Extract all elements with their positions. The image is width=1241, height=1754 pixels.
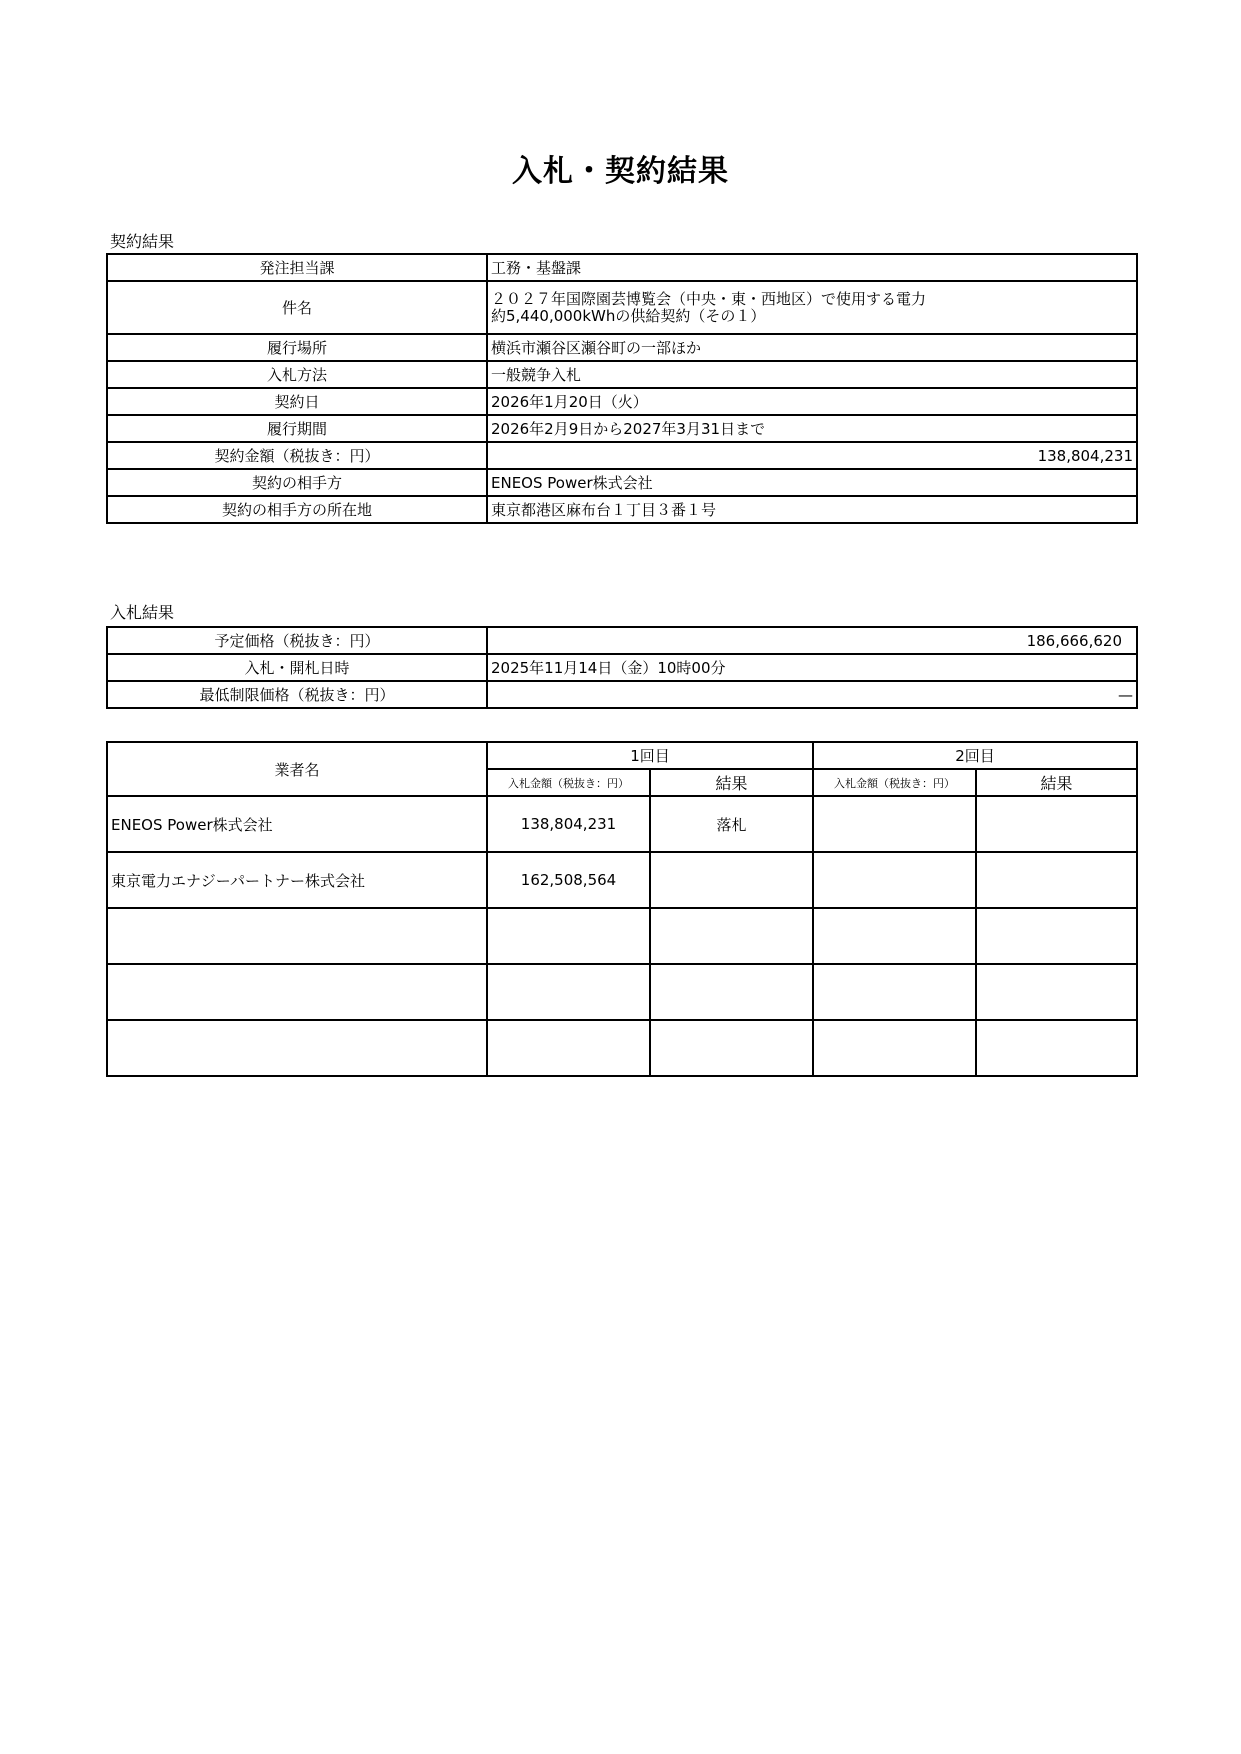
round2-result <box>976 852 1137 908</box>
table-row <box>107 496 1137 523</box>
bid-opening-value: 2025年11月14日（金）10時00分 <box>487 654 1137 681</box>
counterparty-address-key: 契約の相手方の所在地 <box>107 496 487 523</box>
round1-result <box>650 852 813 908</box>
round2-result <box>976 908 1137 964</box>
contract-section-label: 契約結果 <box>110 232 175 251</box>
round2-amount-header: 入札金額（税抜き：円） <box>813 769 976 796</box>
counterparty-key: 契約の相手方 <box>107 469 487 496</box>
table-row <box>107 469 1137 496</box>
vendor-name: ENEOS Power株式会社 <box>107 796 487 852</box>
table-row <box>107 654 1137 681</box>
subject-value-line2: 約5,440,000kWhの供給契約（その１） <box>491 306 766 325</box>
round2-amount <box>813 852 976 908</box>
table-row <box>107 388 1137 415</box>
counterparty-value: ENEOS Power株式会社 <box>487 469 1137 496</box>
contract-date-value: 2026年1月20日（火） <box>487 388 1137 415</box>
round1-result-header: 結果 <box>650 769 813 796</box>
vendor-name: 東京電力エナジーパートナー株式会社 <box>107 852 487 908</box>
table-row <box>107 415 1137 442</box>
table-row <box>107 796 1137 852</box>
round1-result <box>650 908 813 964</box>
round2-header: 2回目 <box>813 742 1137 769</box>
round1-amount <box>487 908 650 964</box>
bid-method-key: 入札方法 <box>107 361 487 388</box>
table-row <box>107 627 1137 654</box>
round2-amount <box>813 964 976 1020</box>
vendor-name <box>107 964 487 1020</box>
round1-result <box>650 964 813 1020</box>
subject-value <box>487 281 1137 334</box>
bid-section-label: 入札結果 <box>110 603 175 622</box>
table-row <box>107 908 1137 964</box>
estimated-price-key: 予定価格（税抜き：円） <box>107 627 487 654</box>
location-value: 横浜市瀬谷区瀬谷町の一部ほか <box>487 334 1137 361</box>
department-key: 発注担当課 <box>107 254 487 281</box>
estimated-price-value: 186,666,620 <box>487 627 1137 654</box>
subject-value-line1: ２０２７年国際園芸博覧会（中央・東・西地区）で使用する電力 <box>491 289 927 308</box>
vendor-name <box>107 1020 487 1076</box>
bid-method-value: 一般競争入札 <box>487 361 1137 388</box>
round1-amount <box>487 1020 650 1076</box>
table-row <box>107 361 1137 388</box>
round2-result-header: 結果 <box>976 769 1137 796</box>
table-row <box>107 852 1137 908</box>
table-row <box>107 254 1137 281</box>
department-value: 工務・基盤課 <box>487 254 1137 281</box>
round1-amount: 162,508,564 <box>487 852 650 908</box>
table-row <box>107 681 1137 708</box>
minimum-price-key: 最低制限価格（税抜き：円） <box>107 681 487 708</box>
round2-result <box>976 1020 1137 1076</box>
contract-amount-key: 契約金額（税抜き：円） <box>107 442 487 469</box>
location-key: 履行場所 <box>107 334 487 361</box>
table-row <box>107 442 1137 469</box>
vendor-header: 業者名 <box>107 742 487 796</box>
period-value: 2026年2月9日から2027年3月31日まで <box>487 415 1137 442</box>
bid-summary-table <box>106 626 1138 709</box>
page-title: 入札・契約結果 <box>512 154 729 189</box>
table-row <box>107 334 1137 361</box>
round2-amount <box>813 1020 976 1076</box>
bid-opening-key: 入札・開札日時 <box>107 654 487 681</box>
round1-amount-header: 入札金額（税抜き：円） <box>487 769 650 796</box>
round2-result <box>976 796 1137 852</box>
round2-result <box>976 964 1137 1020</box>
contract-table <box>106 253 1138 524</box>
counterparty-address-value: 東京都港区麻布台１丁目３番１号 <box>487 496 1137 523</box>
contract-date-key: 契約日 <box>107 388 487 415</box>
minimum-price-value: — <box>487 681 1137 708</box>
vendor-name <box>107 908 487 964</box>
table-row <box>107 1020 1137 1076</box>
contract-amount-value: 138,804,231 <box>487 442 1137 469</box>
subject-key: 件名 <box>107 281 487 334</box>
period-key: 履行期間 <box>107 415 487 442</box>
round1-header: 1回目 <box>487 742 813 769</box>
round2-amount <box>813 908 976 964</box>
round2-amount <box>813 796 976 852</box>
table-row <box>107 964 1137 1020</box>
round1-amount <box>487 964 650 1020</box>
bids-table <box>106 741 1138 1077</box>
round1-result: 落札 <box>650 796 813 852</box>
table-row <box>107 281 1137 334</box>
table-header-row <box>107 742 1137 769</box>
round1-amount: 138,804,231 <box>487 796 650 852</box>
round1-result <box>650 1020 813 1076</box>
